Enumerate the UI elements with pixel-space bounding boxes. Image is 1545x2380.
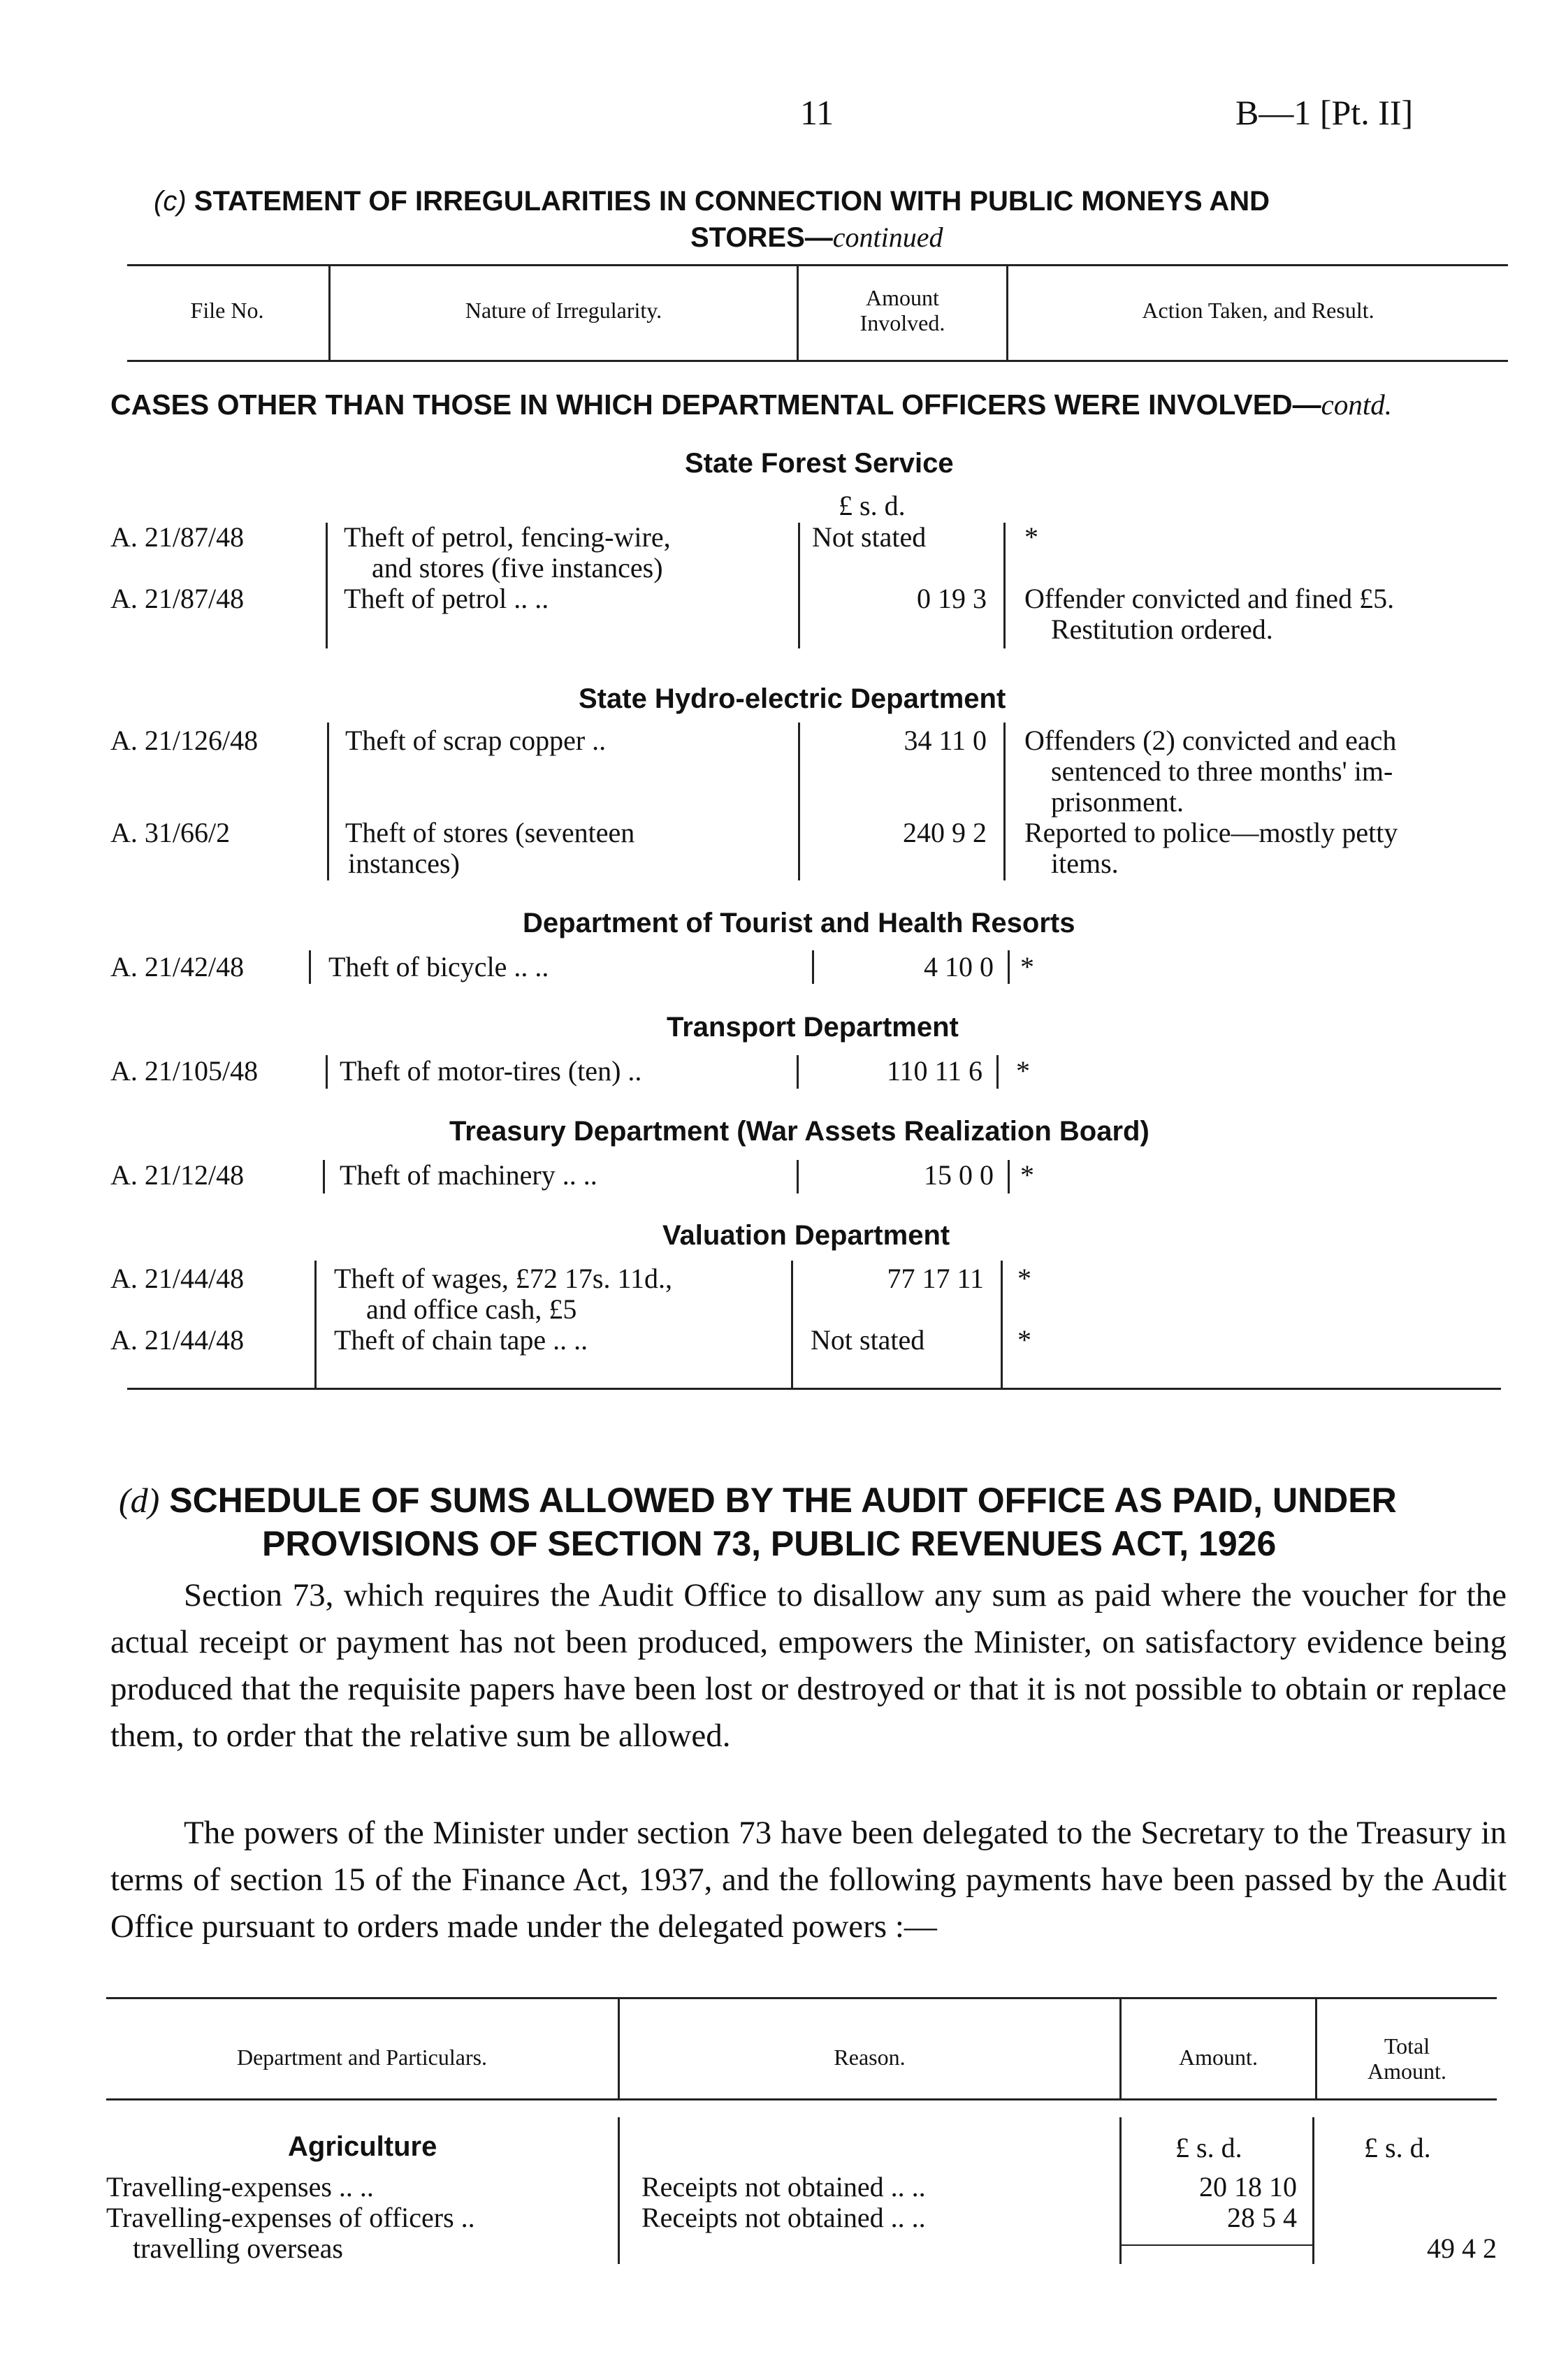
total-currency-header: £ s. d. (1364, 2132, 1431, 2163)
col-header-dept: Department and Particulars. (236, 2045, 488, 2070)
nature: Theft of petrol .. .. (344, 583, 549, 614)
action: * (1024, 521, 1038, 553)
section-d-title-line2: PROVISIONS OF SECTION 73, PUBLIC REVENUES ACT, 1926 (262, 1524, 1277, 1563)
action: sentenced to three months' im- (1051, 755, 1393, 787)
row-divider (1008, 1160, 1010, 1193)
action: * (1016, 1055, 1030, 1087)
file-no: A. 31/66/2 (110, 817, 231, 848)
row-divider (323, 1160, 325, 1193)
department-heading: State Hydro-electric Department (579, 683, 1006, 714)
reason: Receipts not obtained .. .. (641, 2171, 926, 2203)
action: Restitution ordered. (1051, 614, 1273, 645)
particulars: Travelling-expenses of officers .. (106, 2202, 475, 2233)
table-d-col-divider (618, 2117, 620, 2264)
nature: instances) (348, 848, 460, 879)
section-c-title-continued: continued (832, 222, 943, 253)
file-no: A. 21/44/48 (110, 1263, 245, 1294)
amount: 77 17 11 (887, 1263, 984, 1294)
row-divider (326, 523, 328, 648)
section-c-title-line2: STORES— (690, 222, 833, 253)
file-no: A. 21/44/48 (110, 1324, 245, 1356)
section-c-title-line1: STATEMENT OF IRREGULARITIES IN CONNECTION WITH PUBLIC MONEYS AND (194, 186, 1270, 217)
action: * (1020, 951, 1034, 982)
action: * (1017, 1263, 1031, 1294)
department-heading: Transport Department (667, 1012, 959, 1043)
department-heading: State Forest Service (685, 448, 954, 479)
row-divider (1008, 950, 1010, 984)
amount: 20 18 10 (1199, 2171, 1297, 2203)
subtotal-rule (1119, 2244, 1312, 2246)
row-divider (791, 1261, 793, 1388)
nature: and office cash, £5 (366, 1293, 577, 1325)
cases-heading (110, 388, 1392, 421)
action: * (1020, 1159, 1034, 1191)
amount: 15 0 0 (924, 1159, 994, 1191)
section-d-paragraph-2: The powers of the Minister under section 73 have been delegated to the Secretary to the Treasury in terms of section 15 of the Finance Act, 1937, and the following payments have been passed by the Audit Office pursuant to orders made under the delegated powers :— (110, 1815, 1507, 1945)
action: Reported to police—mostly petty (1024, 817, 1398, 848)
department-heading: Treasury Department (War Assets Realization Board) (449, 1116, 1149, 1147)
nature: and stores (five instances) (372, 552, 663, 583)
section-d-title-line1: SCHEDULE OF SUMS ALLOWED BY THE AUDIT OFFICE AS PAID, UNDER (169, 1481, 1397, 1520)
table-d-header-rule (106, 2098, 1497, 2100)
department-heading: Department of Tourist and Health Resorts (523, 908, 1075, 938)
section-c-title-line2-wrap (690, 221, 943, 254)
row-divider (326, 1055, 328, 1089)
nature: Theft of motor-tires (ten) .. (340, 1055, 642, 1087)
section-d-title (119, 1480, 1397, 1521)
file-no: A. 21/87/48 (110, 521, 245, 553)
section-d-paragraph-1: Section 73, which requires the Audit Office to disallow any sum as paid where the voucher for the actual receipt or payment has not been produced, empowers the Minister, on satisfactory evidence being produced that the requisite papers have been lost or destroyed or that it is not possible to obtain or replace them, to order that the relative sum be allowed. (110, 1577, 1507, 1754)
nature: Theft of petrol, fencing-wire, (344, 521, 671, 553)
currency-header: £ s. d. (839, 490, 906, 521)
col-header-file-no: File No. (190, 298, 264, 323)
page-number: 11 (800, 93, 834, 132)
row-divider (996, 1055, 999, 1089)
row-divider (1003, 523, 1006, 648)
table-c-top-rule (127, 264, 1508, 266)
col-header-amount: Amount. (1179, 2045, 1258, 2070)
file-no: A. 21/126/48 (110, 725, 259, 756)
reason: Receipts not obtained .. .. (641, 2202, 926, 2233)
amount: 4 10 0 (924, 951, 994, 982)
action: Offender convicted and fined £5. (1024, 583, 1395, 614)
table-d-col-divider (1312, 2117, 1314, 2264)
col-header-action: Action Taken, and Result. (1142, 298, 1374, 323)
section-c-title (154, 186, 1270, 217)
nature: Theft of stores (seventeen (345, 817, 635, 848)
col-header-amount-1: Amount (866, 285, 939, 310)
file-no: A. 21/42/48 (110, 951, 245, 982)
action: * (1017, 1324, 1031, 1356)
table-c-bottom-rule (127, 1388, 1501, 1390)
amount: 0 19 3 (917, 583, 987, 614)
col-header-total-2: Amount. (1368, 2059, 1446, 2084)
cases-heading-text: CASES OTHER THAN THOSE IN WHICH DEPARTMENTAL OFFICERS WERE INVOLVED— (110, 389, 1321, 421)
row-divider (314, 1261, 317, 1388)
action: items. (1051, 848, 1119, 879)
document-reference: B—1 [Pt. II] (1235, 93, 1414, 132)
row-divider (812, 950, 814, 984)
file-no: A. 21/12/48 (110, 1159, 245, 1191)
particulars: Travelling-expenses .. .. (106, 2171, 374, 2203)
amount: 28 5 4 (1227, 2202, 1297, 2233)
cases-heading-contd: contd. (1321, 389, 1393, 421)
row-divider (798, 523, 800, 648)
row-divider (1001, 1261, 1003, 1388)
table-d-top-rule (106, 1997, 1497, 1999)
nature: Theft of bicycle .. .. (328, 951, 549, 982)
amount-currency-header: £ s. d. (1175, 2132, 1242, 2163)
row-divider (309, 950, 311, 984)
amount: 110 11 6 (886, 1055, 982, 1087)
col-header-reason: Reason. (834, 2045, 906, 2070)
amount: 34 11 0 (904, 725, 987, 756)
col-header-total-1: Total (1384, 2033, 1430, 2059)
amount: Not stated (812, 521, 927, 553)
section-c-label: (c) (154, 186, 187, 217)
nature: Theft of chain tape .. .. (334, 1324, 588, 1356)
group-total: 49 4 2 (1427, 2233, 1497, 2264)
amount: 240 9 2 (903, 817, 987, 848)
file-no: A. 21/105/48 (110, 1055, 259, 1087)
group-heading-agriculture: Agriculture (288, 2131, 437, 2162)
col-header-amount-2: Involved. (859, 310, 945, 335)
department-heading: Valuation Department (662, 1220, 950, 1251)
row-divider (798, 723, 800, 880)
row-divider (327, 723, 329, 880)
section-d-label: (d) (119, 1481, 160, 1520)
row-divider (797, 1160, 799, 1193)
row-divider (1003, 723, 1006, 880)
table-d-col-divider (1119, 2117, 1122, 2264)
nature: Theft of scrap copper .. (345, 725, 607, 756)
col-header-nature: Nature of Irregularity. (465, 298, 662, 323)
table-c-header-rule (127, 360, 1508, 362)
action: Offenders (2) convicted and each (1024, 725, 1397, 756)
file-no: A. 21/87/48 (110, 583, 245, 614)
action: prisonment. (1051, 786, 1184, 818)
nature: Theft of machinery .. .. (340, 1159, 597, 1191)
nature: Theft of wages, £72 17s. 11d., (334, 1263, 672, 1294)
amount: Not stated (811, 1324, 925, 1356)
row-divider (797, 1055, 799, 1089)
particulars: travelling overseas (133, 2233, 343, 2264)
